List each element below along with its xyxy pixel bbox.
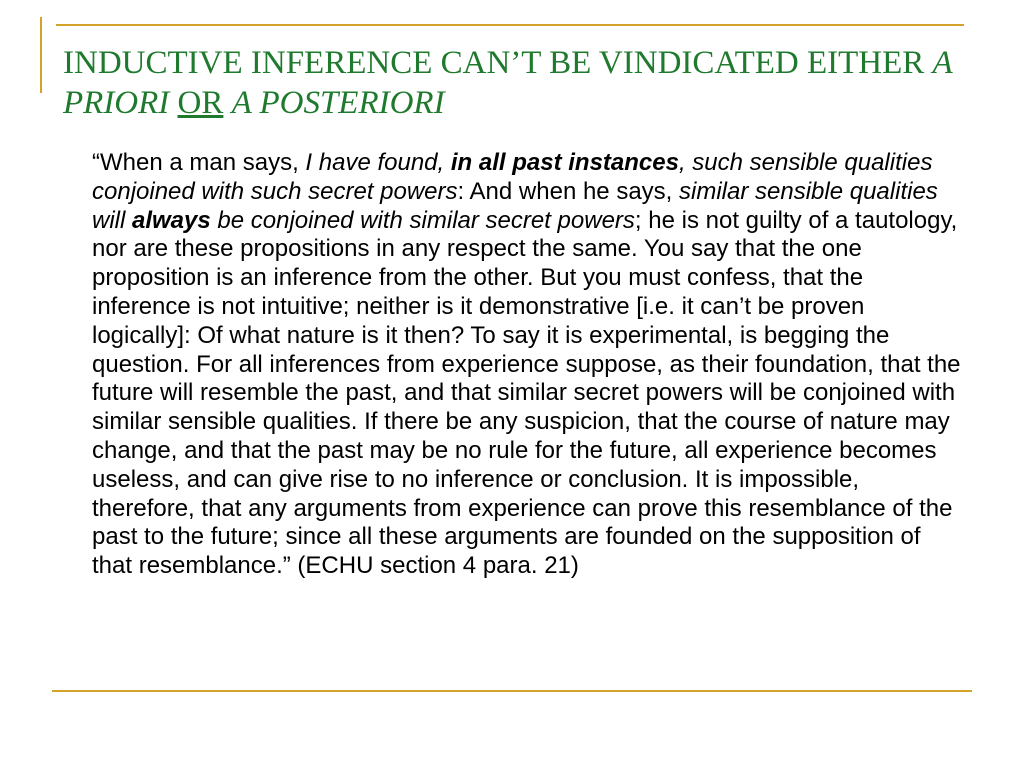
quote-italic: , such sensible qualities conjoined with such secret powers (92, 149, 933, 205)
left-rule (40, 17, 42, 93)
quote-italic: I have found, (305, 149, 451, 176)
quote-bold-italic: always (132, 206, 211, 234)
slide-title (63, 43, 963, 123)
quote-segment: “When a man says, (92, 149, 306, 176)
quote-segment: : And when he says, (457, 177, 680, 205)
quote-segment: ; he is not guilty of a tautology, nor are these propositions in any respect the same. You say that the one proposition is an inference from the other. But you must confess, that the inference is not intuitive; neither is it demonstrative [i.e. it can’t be proven logically]: Of what nature is it then? To say it is experimental, is begging the question. For all inferences from experience suppose, as their foundation, that the future will resemble the past, and that similar secret powers will be conjoined with similar sensible qualities. If there be any suspicion, that the course of nature may change, and that the past may be no rule for the future, all experience becomes useless, and can give rise to no inference or conclusion. It is impossible, therefore, that any arguments from experience can prove this resemblance of the past to the future; since all these arguments are founded on the supposition of that resemblance.” (ECHU section 4 para. 21) (92, 206, 961, 580)
title-a-priori: A PRIORI (63, 45, 953, 121)
title-text: INDUCTIVE INFERENCE CAN’T BE VINDICATED EITHER (63, 45, 933, 81)
title-or: OR (177, 85, 224, 121)
quote-italic: similar sensible qualities will (92, 177, 938, 234)
bottom-rule (52, 690, 972, 692)
quote-italic: be conjoined with similar secret powers (210, 206, 635, 234)
quote-bold-italic: in all past instances (450, 149, 679, 176)
title-a-posteriori: A POSTERIORI (231, 85, 445, 121)
top-rule (56, 24, 964, 26)
quote-body (92, 149, 967, 581)
